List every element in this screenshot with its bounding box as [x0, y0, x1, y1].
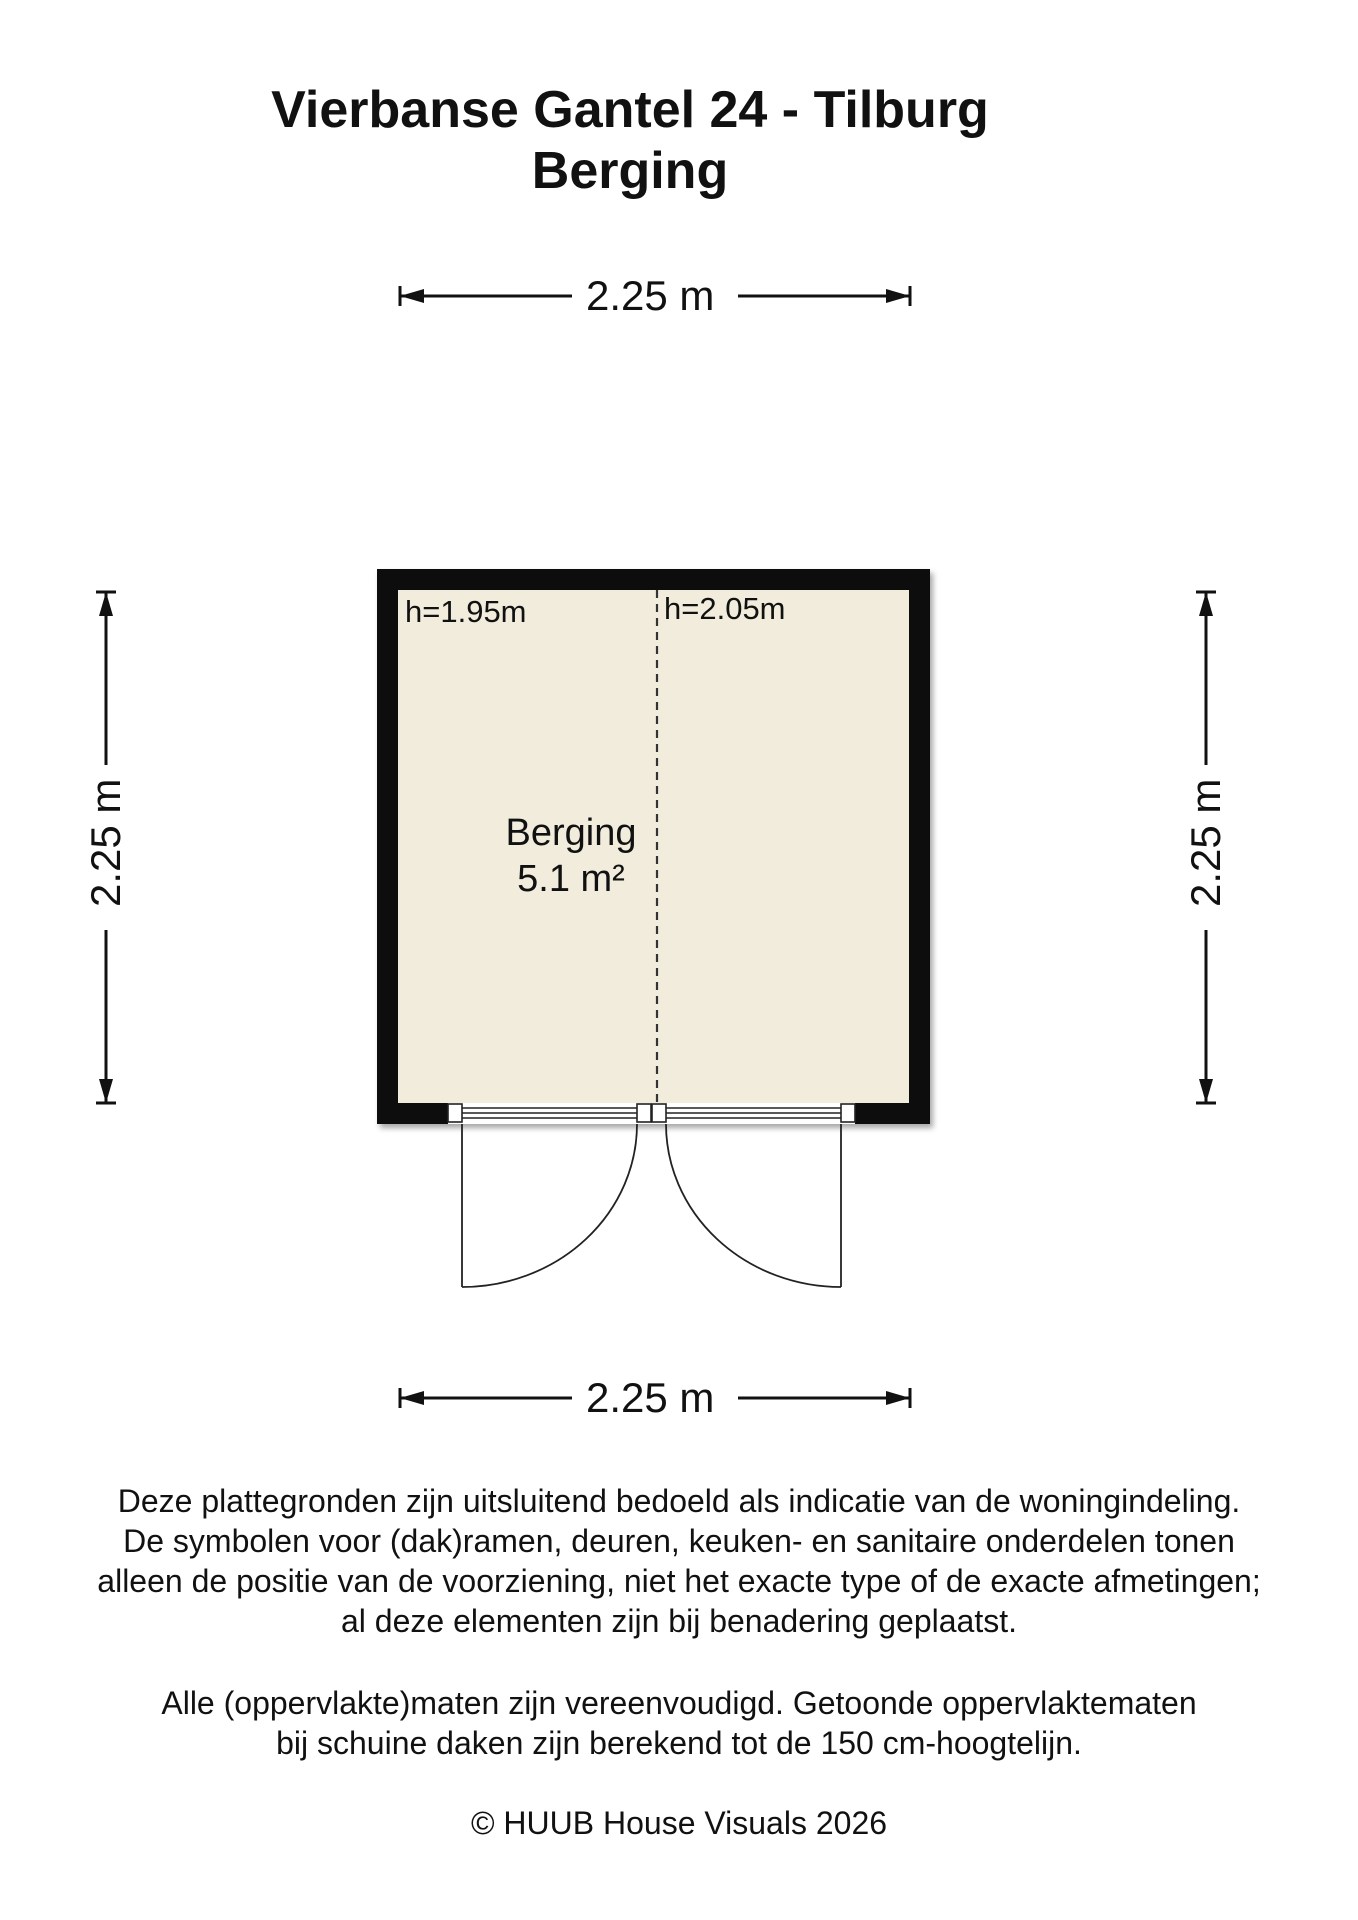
copyright: © HUUB House Visuals 2026 — [470, 1805, 888, 1841]
right-door-swing — [666, 1124, 841, 1287]
disclaimer-line-2: De symbolen voor (dak)ramen, deuren, keuken- en sanitaire onderdelen tonen — [123, 1523, 1235, 1559]
disclaimer-line-1: Deze plattegronden zijn uitsluitend bedoeld als indicatie van de woningindeling. — [117, 1483, 1241, 1519]
disclaimer-line-3: alleen de positie van de voorziening, niet het exacte type of de exacte afmetingen; — [97, 1563, 1261, 1599]
page-title: Vierbanse Gantel 24 - Tilburg — [271, 81, 989, 139]
disclaimer-line-5: Alle (oppervlakte)maten zijn vereenvoudigd. Getoonde oppervlaktematen — [161, 1685, 1197, 1721]
top-dimension-label: 2.25 m — [586, 272, 715, 319]
height-label-left: h=1.95m — [405, 594, 527, 629]
disclaimer-line-6: bij schuine daken zijn berekend tot de 150 cm-hoogtelijn. — [276, 1725, 1082, 1761]
page-subtitle: Berging — [531, 142, 729, 200]
right-dimension-label: 2.25 m — [1182, 778, 1229, 907]
left-door-swing — [462, 1124, 637, 1287]
room-name: Berging — [505, 812, 637, 854]
room-area: 5.1 m² — [517, 858, 625, 900]
bottom-dimension-label: 2.25 m — [586, 1374, 715, 1421]
height-label-right: h=2.05m — [664, 591, 786, 626]
disclaimer-line-4: al deze elementen zijn bij benadering geplaatst. — [340, 1603, 1017, 1639]
double-door — [462, 1124, 841, 1287]
left-dimension-label: 2.25 m — [82, 778, 129, 907]
